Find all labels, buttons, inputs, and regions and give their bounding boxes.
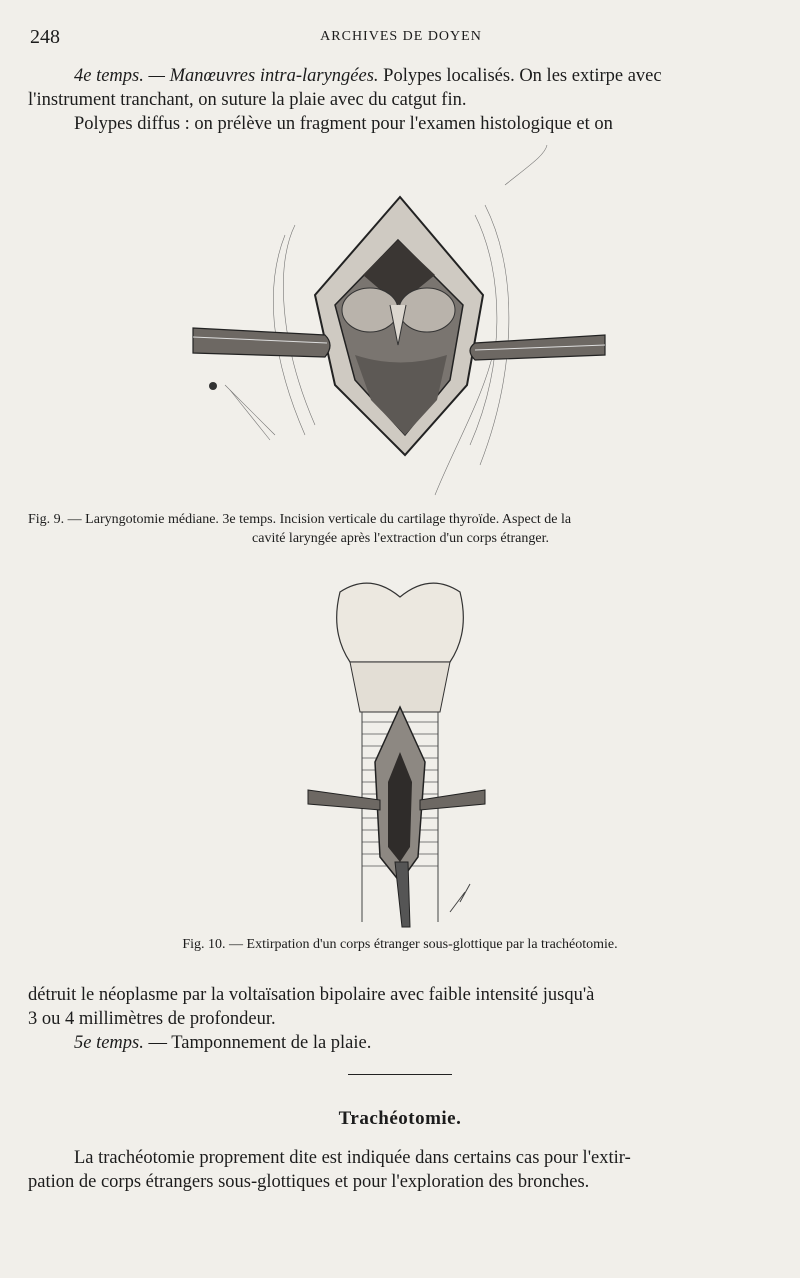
step-text: — Tamponnement de la plaie. [143, 1033, 372, 1053]
step-text: Polypes localisés. On les extirpe avec [378, 66, 662, 86]
paragraph-tracheotomy [28, 1146, 773, 1194]
running-head: ARCHIVES DE DOYEN [320, 29, 482, 44]
text-line: Polypes diffus : on prélève un fragment pour l'examen histologique et on [74, 114, 613, 134]
text-line: l'instrument tranchant, on suture la plaie avec du catgut fin. [28, 90, 467, 110]
text-line: détruit le néoplasme par la voltaïsation bipolaire avec faible intensité jusqu'à [28, 985, 595, 1005]
suture-knot-icon [209, 382, 217, 390]
section-divider [348, 1074, 452, 1075]
page-header [30, 26, 772, 50]
paragraph-fifth-step [28, 983, 773, 1055]
step-label: 4e temps. [74, 66, 144, 86]
text-line: pation de corps étrangers sous-glottiques et pour l'exploration des bronches. [28, 1172, 590, 1192]
section-title: Trachéotomie. [338, 1108, 462, 1129]
figure-10-illustration [300, 572, 500, 932]
caption-line: Fig. 9. — Laryngotomie médiane. 3e temps. Incision verticale du cartilage thyroïde. Aspect de la [28, 512, 572, 527]
text-line: La trachéotomie proprement dite est indiquée dans certains cas pour l'extir- [74, 1148, 631, 1168]
figure-9-illustration [185, 145, 615, 505]
figure-10-caption: Fig. 10. — Extirpation d'un corps étranger sous-glottique par la trachéotomie. [182, 937, 618, 952]
caption-line: cavité laryngée après l'extraction d'un corps étranger. [252, 531, 549, 546]
step-label: 5e temps. [74, 1033, 144, 1053]
text-line: 3 ou 4 millimètres de profondeur. [28, 1009, 276, 1029]
step-title: — Manœuvres intra-laryngées. [148, 66, 379, 86]
figure-9-caption [28, 510, 773, 548]
page-number: 248 [30, 26, 60, 48]
paragraph-fourth-step [28, 64, 773, 136]
